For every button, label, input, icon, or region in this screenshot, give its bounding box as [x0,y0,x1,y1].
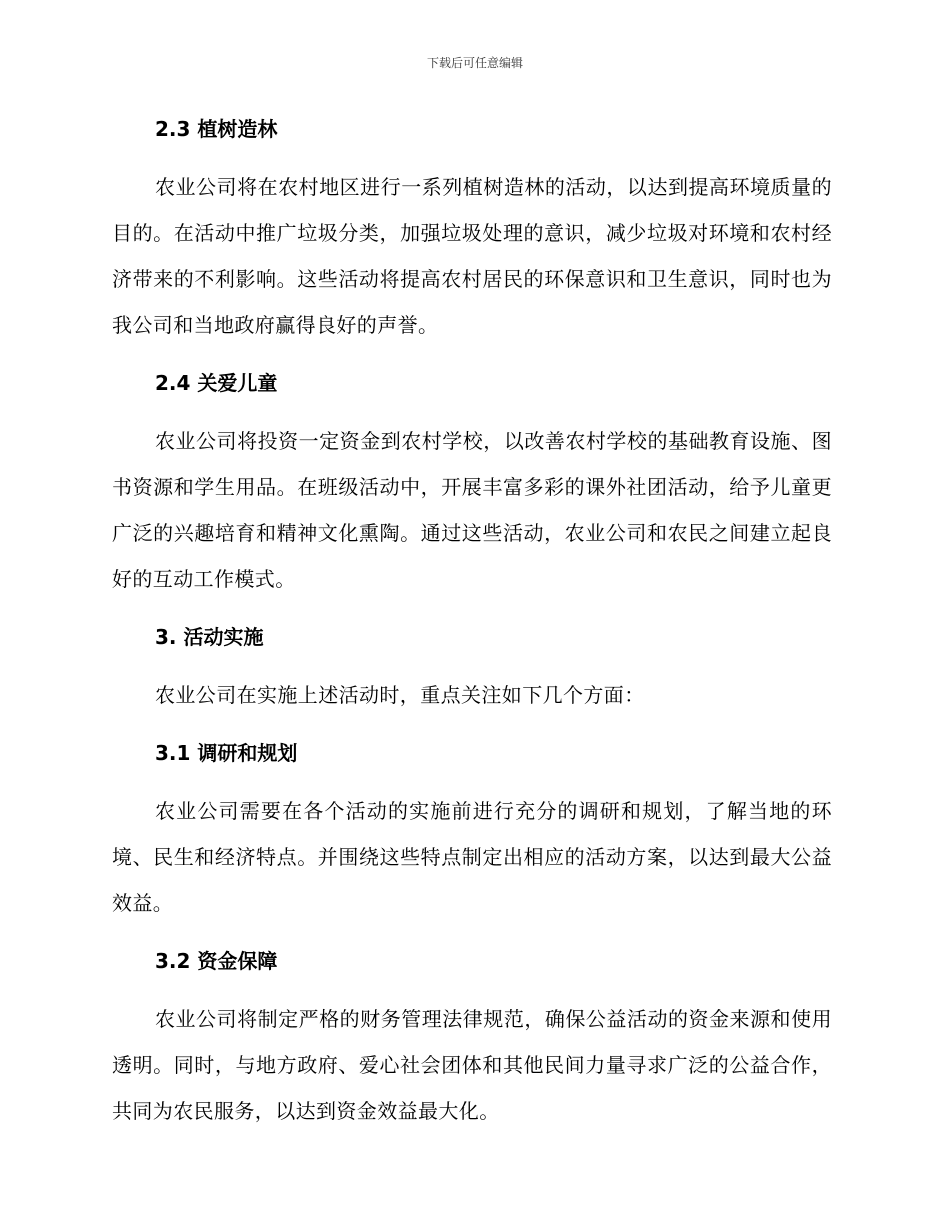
paragraph: 农业公司在实施上述活动时，重点关注如下几个方面： [155,683,645,707]
paragraph: 农业公司需要在各个活动的实施前进行充分的调研和规划，了解当地的环境、民生和经济特点。并围绕这些特点制定出相应的活动方案，以达到最大公益效益。 [112,799,832,915]
section-heading: 3.1 调研和规划 [155,741,298,765]
section-heading: 3. 活动实施 [155,625,264,649]
page-header: 下载后可任意编辑 [426,56,523,70]
document-body [112,106,832,1146]
section-heading: 2.3 植树造林 [155,117,278,141]
section-heading: 3.2 资金保障 [155,949,278,973]
section-heading: 2.4 关爱儿童 [155,371,278,395]
paragraph: 农业公司将投资一定资金到农村学校，以改善农村学校的基础教育设施、图书资源和学生用品。在班级活动中，开展丰富多彩的课外社团活动，给予儿童更广泛的兴趣培育和精神文化熏陶。通过这些活动，农业公司和农民之间建立起良好的互动工作模式。 [112,429,832,591]
paragraph: 农业公司将制定严格的财务管理法律规范，确保公益活动的资金来源和使用透明。同时，与地方政府、爱心社会团体和其他民间力量寻求广泛的公益合作，共同为农民服务，以达到资金效益最大化。 [112,1007,832,1123]
paragraph: 农业公司将在农村地区进行一系列植树造林的活动，以达到提高环境质量的目的。在活动中推广垃圾分类，加强垃圾处理的意识，减少垃圾对环境和农村经济带来的不利影响。这些活动将提高农村居民的环保意识和卫生意识，同时也为我公司和当地政府赢得良好的声誉。 [112,175,832,337]
